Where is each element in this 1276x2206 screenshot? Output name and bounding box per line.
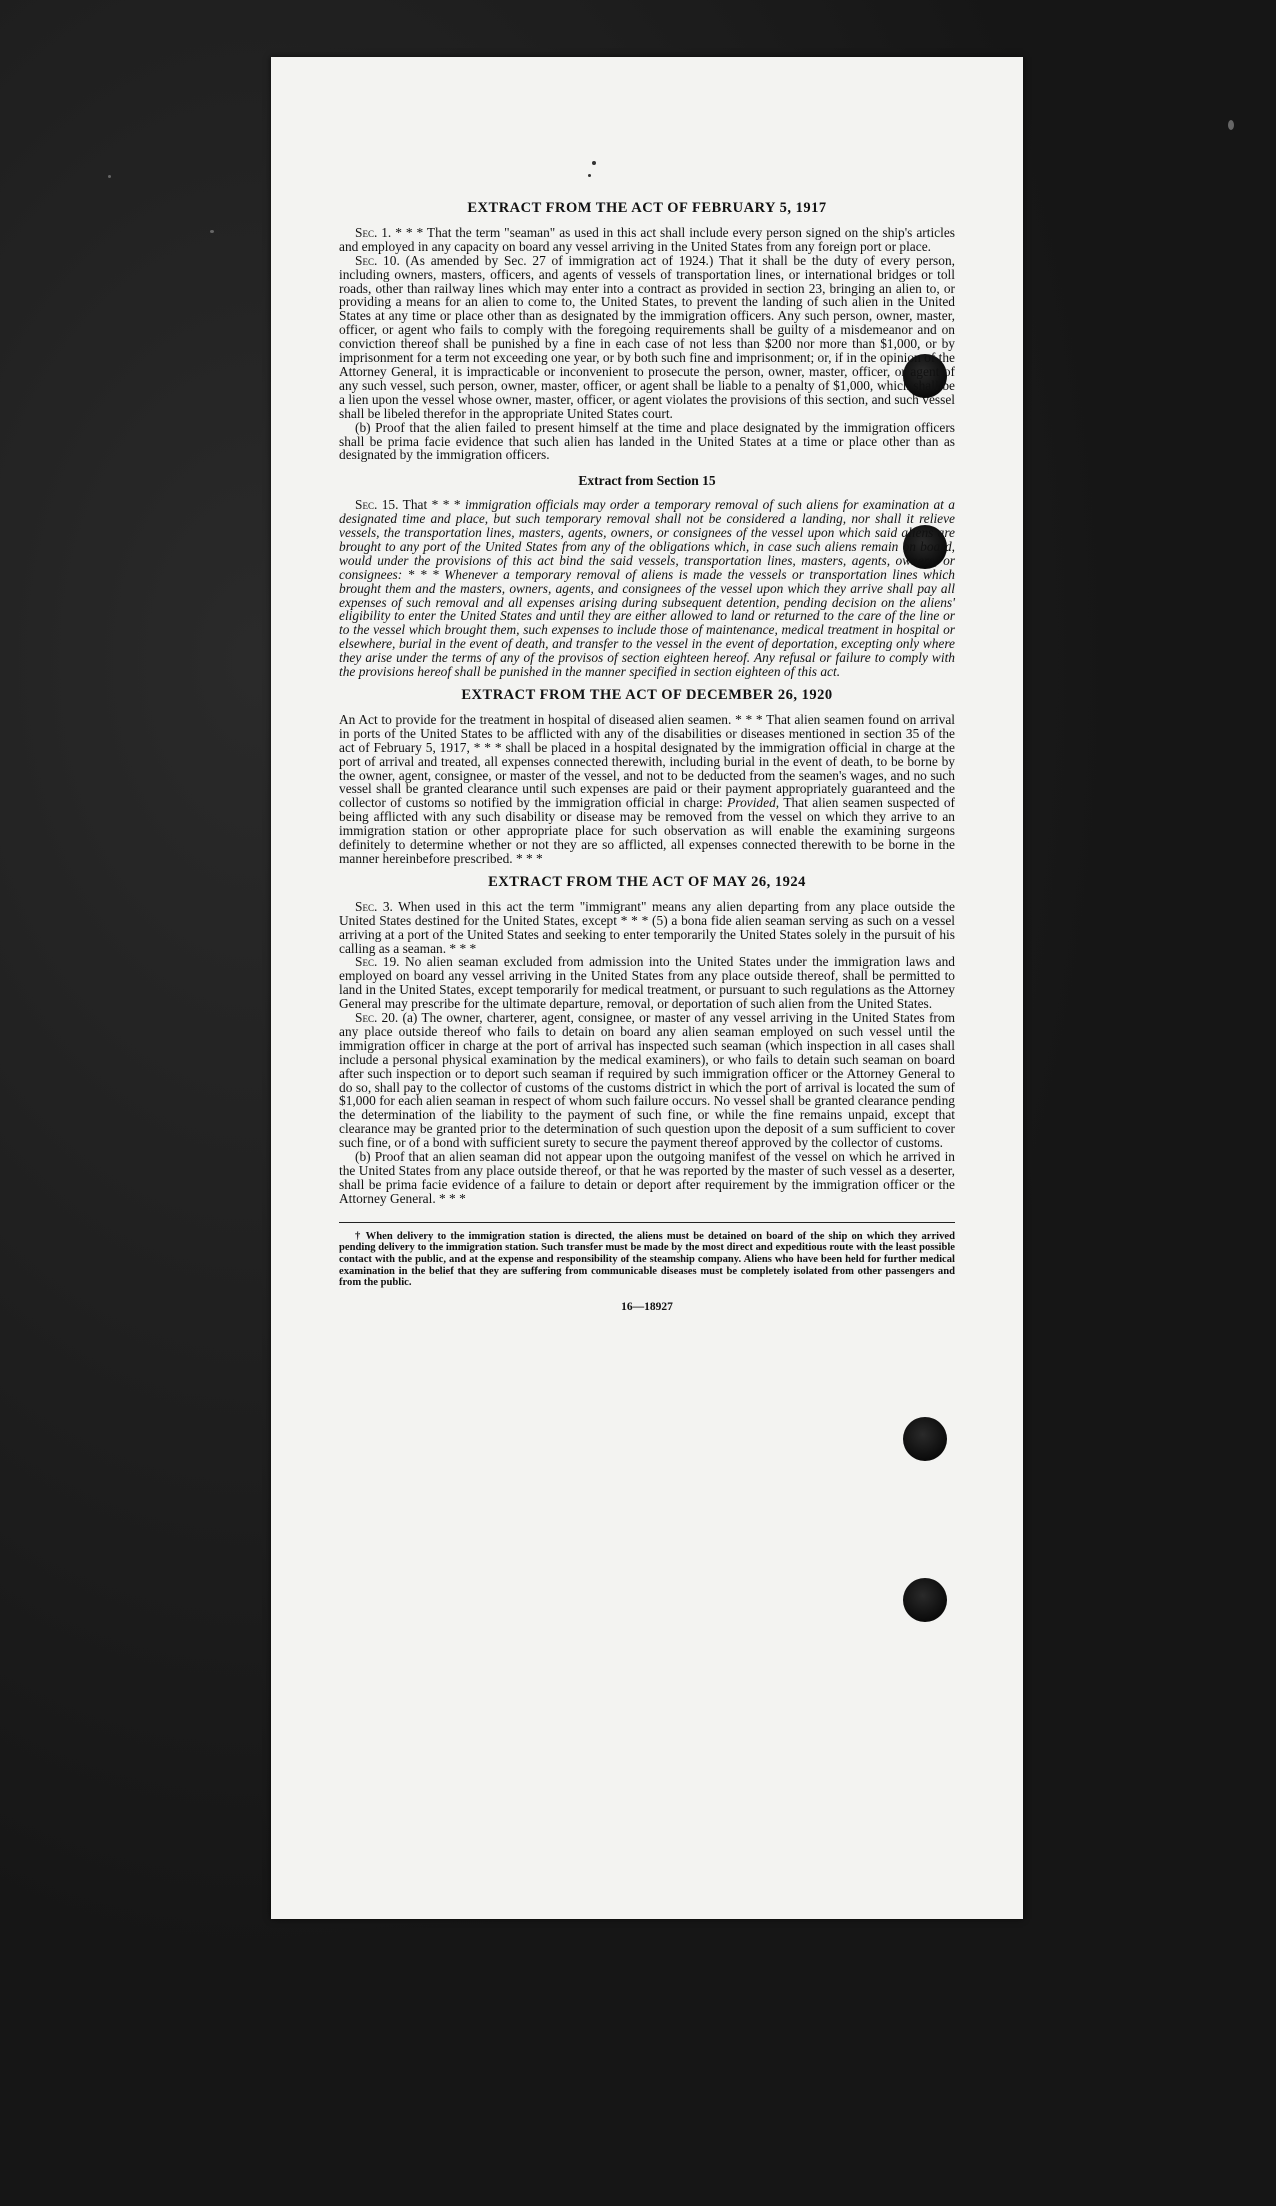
section-10 (339, 254, 955, 421)
section-3 (339, 900, 955, 956)
section-lead: That * * * (402, 497, 461, 513)
section-19 (339, 955, 955, 1011)
heading-act-1924: EXTRACT FROM THE ACT OF MAY 26, 1924 (488, 873, 806, 890)
section-label: Sec. 19. (355, 954, 400, 970)
dust-speck (108, 175, 111, 178)
dust-speck (1228, 120, 1234, 130)
ink-mark (588, 174, 591, 177)
heading-act-1917: EXTRACT FROM THE ACT OF FEBRUARY 5, 1917 (467, 200, 827, 216)
document-page (271, 57, 1023, 1919)
section-text: immigration officials may order a temporary removal of such aliens for examination at a designated time and place, but such temporary removal shall not be considered a landing, nor shall it relieve vessels, the transportation lines, masters, agents, owners, or consignees of the vessel upon which said aliens are brought to any port of the United States from any of the obligations which, in case such aliens remain on board, would under the provisions of this act bind the said vessels, transportation lines, masters, agents, owners, or consignees: * * * Whenever a temporary removal of aliens is made the vessels or transportation lines which brought them and the masters, owners, agents, and consignees of the vessel upon which they arrive shall pay all expenses of such removal and all expenses arising during subsequent detention, pending decision on the aliens' eligibility to enter the United States and until they are either allowed to land or returned to the care of the line or to the vessel which brought them, such expenses to include those of maintenance, medical treatment in hospital or elsewhere, burial in the event of death, and transfer to the vessel in the event of deportation, excepting only where they arise under the terms of any of the provisos of section eighteen hereof. Any refusal or failure to comply with the provisions hereof shall be punished in the manner specified in section eighteen of this act. (339, 497, 955, 680)
dust-speck (210, 230, 214, 233)
proviso-label: Provided, (727, 795, 780, 811)
footnote: † When delivery to the immigration station is directed, the aliens must be detained on board of the ship on which they arrived pending delivery to the immigration station. Such transfer must be made by the most direct and expeditious route with the least possible contact with the public, and at the expense and responsibility of the steamship company. Aliens who have been held for further medical examination in the belief that they are suffering from communicable diseases must be completely isolated from other passengers and from the public. (339, 1230, 955, 1289)
section-1 (339, 226, 955, 254)
heading-section-15: Extract from Section 15 (578, 473, 716, 489)
footnote-divider (339, 1222, 955, 1223)
section-label: Sec. 3. (355, 898, 393, 914)
section-label: Sec. 10. (355, 252, 400, 268)
page-number: 16—18927 (621, 1300, 673, 1313)
act-1920-text (339, 713, 955, 866)
section-label: Sec. 20. (355, 1010, 399, 1026)
document-body (339, 202, 955, 1315)
heading-act-1920: EXTRACT FROM THE ACT OF DECEMBER 26, 1920 (461, 687, 833, 703)
section-20 (339, 1011, 955, 1150)
act-text-tail: That alien seamen suspected of being afflicted with any such disability or disease may be removed from the vessel on which they arrive to an immigration station or other appropriate place for such observation as will enable the examining surgeons definitely to determine whether or not they are so afflicted, all expenses connected therewith to be borne in the manner hereinbefore prescribed. * * * (339, 795, 955, 866)
ink-mark (592, 161, 596, 165)
act-text: An Act to provide for the treatment in hospital of diseased alien seamen. * * * That alien seamen found on arrival in ports of the United States to be afflicted with any of the disabilities or diseases mentioned in section 35 of the act of February 5, 1917, * * * shall be placed in a hospital designated by the immigration official in charge at the port of arrival and treated, all expenses connected therewith, including burial in the event of death, to be borne by the owner, agent, consignee, or master of the vessel, and not to be deducted from the seamen's wages, and no such vessel shall be granted clearance until such expenses are paid or their payment appropriately guaranteed and the collector of customs so notified by the immigration official in charge: (339, 711, 955, 811)
section-20-b: (b) Proof that an alien seaman did not appear upon the outgoing manifest of the vessel on which he arrived in the United States from any place outside thereof, or that he was reported by the master of such vessel as a deserter, shall be prima facie evidence of a failure to detain or deport after requirement by the immigration officer or the Attorney General. * * * (339, 1149, 955, 1206)
punch-hole (903, 1417, 947, 1461)
section-text: (a) The owner, charterer, agent, consignee, or master of any vessel arriving in the United States from any place outside thereof who fails to detain on board any alien seaman employed on such vessel until the immigration officer in charge at the port of arrival has inspected such seaman (which inspection in all cases shall include a personal physical examination by the medical examiners), or who fails to detain such seaman on board after such inspection or to deport such seaman if required by such immigration officer or the Attorney General to do so, shall pay to the collector of customs of the customs district in which the port of arrival is located the sum of $1,000 for each alien seaman in respect of whom such failure occurs. No vessel shall be granted clearance pending the determination of the liability to the payment of such fine, or while the fine remains unpaid, except that clearance may be granted prior to the determination of such question upon the deposit of a sum sufficient to cover such fine, or of a bond with sufficient surety to secure the payment thereof approved by the collector of customs. (339, 1010, 955, 1151)
section-label: Sec. 15. (355, 497, 399, 513)
section-text: No alien seaman excluded from admission into the United States under the immigration laws and employed on board any vessel arriving in the United States from any place outside thereof, shall be permitted to land in the United States, except temporarily for medical treatment, or pursuant to such regulations as the Attorney General may prescribe for the ultimate departure, removal, or deportation of such alien from the United States. (339, 954, 955, 1012)
section-text: When used in this act the term "immigrant" means any alien departing from any place outside the United States destined for the United States, except * * * (5) a bona fide alien seaman serving as such on a vessel arriving at a port of the United States and seeking to enter temporarily the United States solely in the pursuit of his calling as a seaman. * * * (339, 898, 955, 956)
section-15 (339, 498, 955, 679)
section-10-b: (b) Proof that the alien failed to present himself at the time and place designated by the immigration officers shall be prima facie evidence that such alien has landed in the United States at a time or place other than as designated by the immigration officers. (339, 419, 955, 463)
section-text: * * * That the term "seaman" as used in this act shall include every person signed on the ship's articles and employed in any capacity on board any vessel arriving in the United States from any foreign port or place. (339, 224, 955, 254)
punch-hole (903, 1578, 947, 1622)
section-label: Sec. 1. (355, 224, 392, 240)
section-text: (As amended by Sec. 27 of immigration act of 1924.) That it shall be the duty of every person, including owners, masters, officers, and agents of vessels of transportation lines, or international bridges or toll roads, other than railway lines which may enter into a contract as provided in section 23, bringing an alien to, or providing a means for an alien to come to, the United States, to prevent the landing of such alien in the United States at any time or place other than as designated by the immigration officers. Any such person, owner, master, officer, or agent who fails to comply with the foregoing requirements shall be guilty of a misdemeanor and on conviction thereof shall be punished by a fine in each case of not less than $200 nor more than $1,000, or by imprisonment for a term not exceeding one year, or by both such fine and imprisonment; or, if in the opinion of the Attorney General, it is impracticable or inconvenient to prosecute the person, owner, master, officer, or agent of any such vessel, such person, owner, master, officer, or agent shall be liable to a penalty of $1,000, which shall be a lien upon the vessel whose owner, master, officer, or agent violates the provisions of this section, and such vessel shall be libeled therefor in the appropriate United States court. (339, 252, 956, 421)
